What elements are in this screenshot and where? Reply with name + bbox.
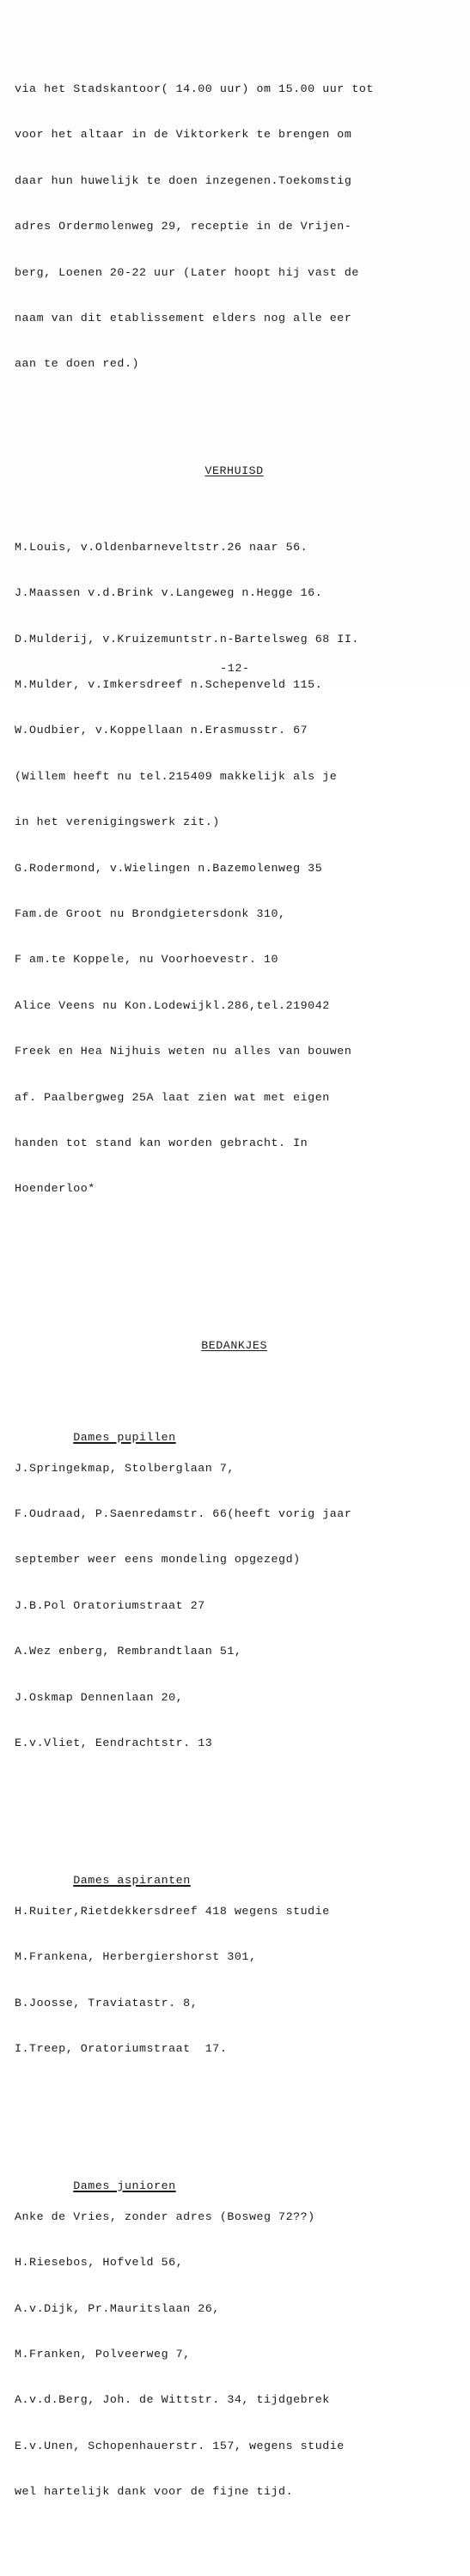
intro-line: naam van dit etablissement elders nog alle eer [15,311,352,324]
verhuisd-entry: G.Rodermond, v.Wielingen n.Bazemolenweg 35 [15,861,323,875]
bedankjes-entry: H.Riesebos, Hofveld 56, [15,2256,184,2270]
verhuisd-entry: (Willem heeft nu tel.215409 makkelijk als je [15,769,338,783]
bedankjes-entry: M.Franken, Polveerweg 7, [15,2347,191,2361]
subsection-title [15,1415,461,1445]
subsection-title-text: Dames aspiranten [73,1874,191,1888]
intro-line: berg, Loenen 20-22 uur (Later hoopt hij vast de [15,265,359,279]
verhuisd-entry: Hoenderloo* [15,1182,95,1196]
bedankjes-entry: H.Ruiter,Rietdekkersdreef 418 wegens studie [15,1904,330,1918]
intro-line: aan te doen red.) [15,357,140,371]
bedankjes-section-junioren [15,2133,461,2531]
subsection-title-text: Dames junioren [73,2179,176,2193]
verhuisd-entry: D.Mulderij, v.Kruizemuntstr.n-Bartelsweg 68 II. [15,632,359,646]
verhuisd-entry: J.Maassen v.d.Brink v.Langeweg n.Hegge 16. [15,586,323,600]
bedankjes-entry: A.v.d.Berg, Joh. de Wittstr. 34, tijdgebrek [15,2393,330,2407]
verhuisd-entry: in het verenigingswerk zit.) [15,815,220,829]
bedankjes-entry: A.Wez enberg, Rembrandtlaan 51, [15,1645,242,1658]
bedankjes-entry: wel hartelijk dank voor de fijne tijd. [15,2485,294,2499]
intro-paragraph [15,51,461,402]
bedankjes-section-aspiranten [15,1827,461,2088]
intro-line: voor het altaar in de Viktorkerk te brengen om [15,128,352,142]
bedankjes-entry: Anke de Vries, zonder adres (Bosweg 72??) [15,2209,315,2223]
intro-line: via het Stadskantoor( 14.00 uur) om 15.00 uur tot [15,82,374,95]
intro-line: daar hun huwelijk te doen inzegenen.Toekomstig [15,173,352,187]
verhuisd-entry: F am.te Koppele, nu Voorhoevestr. 10 [15,953,279,967]
page-number: -12- [220,662,250,675]
bedankjes-entry: J.B.Pol Oratoriumstraat 27 [15,1598,205,1612]
verhuisd-entry: Alice Veens nu Kon.Lodewijkl.286,tel.219042 [15,998,330,1012]
bedankjes-heading-text: BEDANKJES [201,1339,267,1353]
bedankjes-entry: J.Springekmap, Stolberglaan 7, [15,1461,235,1475]
section-heading-bedankjes [15,1324,461,1353]
bedankjes-entry: M.Frankena, Herbergiershorst 301, [15,1950,257,1964]
verhuisd-entry: handen tot stand kan worden gebracht. In [15,1136,308,1149]
bedankjes-entry: J.Oskmap Dennenlaan 20, [15,1690,184,1704]
verhuisd-entry: W.Oudbier, v.Koppellaan n.Erasmusstr. 67 [15,724,308,737]
bedankjes-entry: E.v.Unen, Schopenhauerstr. 157, wegens studie [15,2439,345,2452]
subsection-title-text: Dames pupillen [73,1431,176,1445]
intro-line: adres Ordermolenweg 29, receptie in de Vrijen- [15,220,352,233]
section-heading-verhuisd [15,448,461,477]
bedankjes-entry: A.v.Dijk, Pr.Mauritslaan 26, [15,2301,220,2315]
page-text [15,5,461,2576]
verhuisd-entry: af. Paalbergweg 25A laat zien wat met eigen [15,1090,330,1104]
verhuisd-entry: M.Mulder, v.Imkersdreef n.Schepenveld 115. [15,678,323,692]
spacer [15,1273,461,1277]
verhuisd-heading-text: VERHUISD [204,464,264,477]
bedankjes-entry: E.v.Vliet, Eendrachtstr. 13 [15,1737,213,1750]
bedankjes-entry: I.Treep, Oratoriumstraat 17. [15,2041,228,2055]
verhuisd-list [15,509,461,1227]
bedankjes-section-pupillen [15,1385,461,1782]
verhuisd-entry: M.Louis, v.Oldenbarneveltstr.26 naar 56. [15,540,308,554]
bedankjes-entry: B.Joosse, Traviatastr. 8, [15,1996,198,2009]
bedankjes-entry: F.Oudraad, P.Saenredamstr. 66(heeft vorig jaar [15,1507,352,1521]
verhuisd-entry: Freek en Hea Nijhuis weten nu alles van bouwen [15,1045,352,1058]
subsection-title [15,1858,461,1888]
verhuisd-entry: Fam.de Groot nu Brondgietersdonk 310, [15,907,286,921]
bedankjes-entry: september weer eens mondeling opgezegd) [15,1553,301,1567]
subsection-title [15,2163,461,2193]
